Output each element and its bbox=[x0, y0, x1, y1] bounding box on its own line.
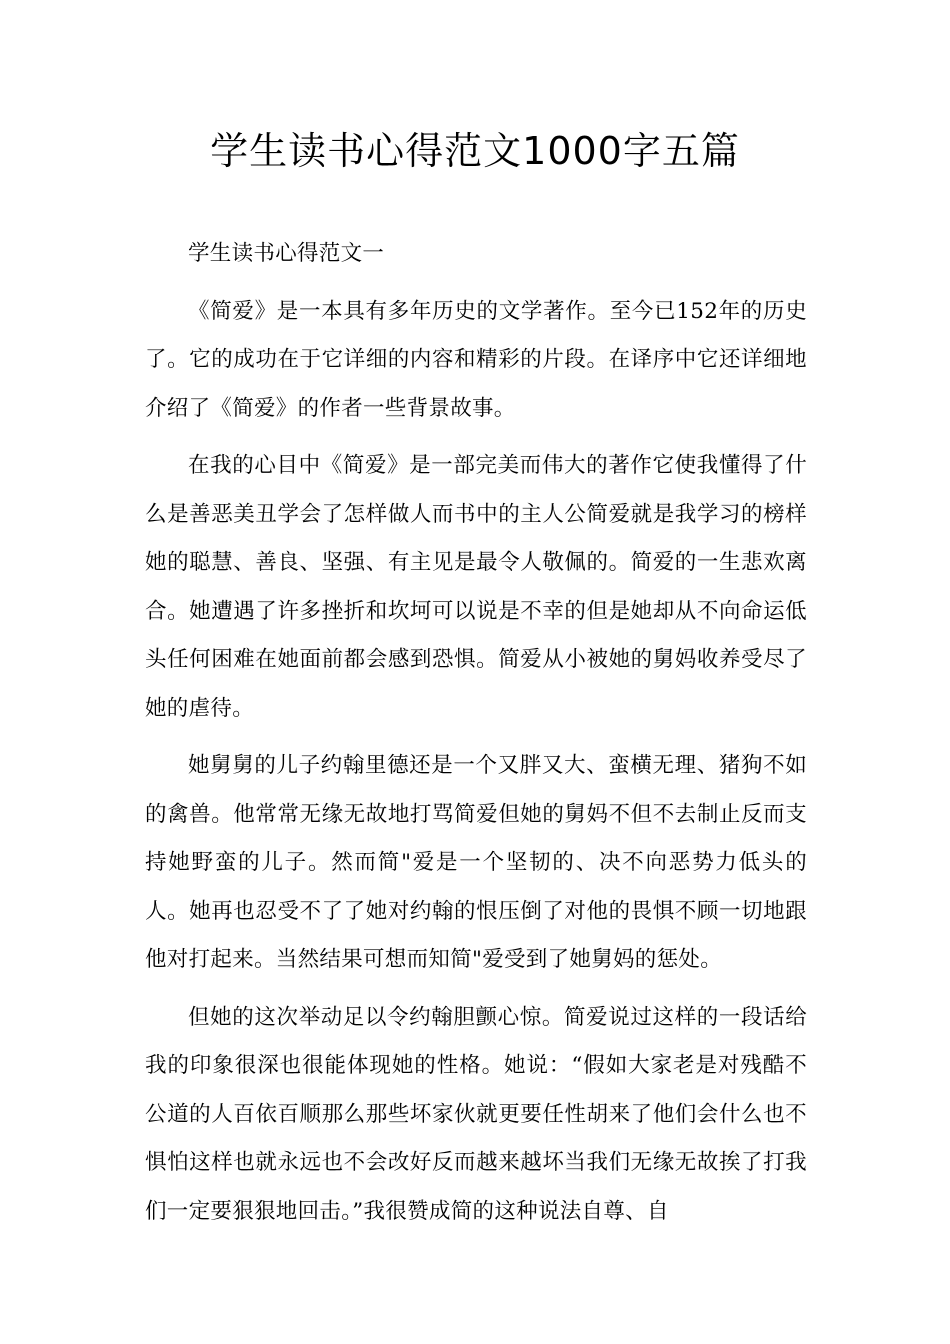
section-heading: 学生读书心得范文一 bbox=[188, 241, 385, 266]
paragraph-2: 在我的心目中《简爱》是一部完美而伟大的著作它使我懂得了什么是善恶美丑学会了怎样做人而书中的主人公简爱就是我学习的榜样她的聪慧、善良、坚强、有主见是最令人敬佩的。简爱的一生悲欢离合。她遭遇了许多挫折和坎坷可以说是不幸的但是她却从不向命运低头任何困难在她面前都会感到恐惧。简爱从小被她的舅妈收养受尽了她的虐待。 bbox=[145, 453, 807, 721]
paragraph-3: 她舅舅的儿子约翰里德还是一个又胖又大、蛮横无理、猪狗不如的禽兽。他常常无缘无故地打骂简爱但她的舅妈不但不去制止反而支持她野蛮的儿子。然而简"爱是一个坚韧的、决不向恶势力低头的人。她再也忍受不了了她对约翰的恨压倒了对他的畏惧不顾一切地跟他对打起来。当然结果可想而知简"爱受到了她舅妈的惩处。 bbox=[145, 753, 807, 972]
paragraph-4: 但她的这次举动足以令约翰胆颤心惊。简爱说过这样的一段话给我的印象很深也很能体现她的性格。她说：“假如大家老是对残酷不公道的人百依百顺那么那些坏家伙就更要任性胡来了他们会什么也不惧怕这样也就永远也不会改好反而越来越坏当我们无缘无故挨了打我们一定要狠狠地回击。”我很赞成简的这种说法自尊、自 bbox=[145, 1004, 807, 1224]
paragraph-1: 《简爱》是一本具有多年历史的文学著作。至今已152年的历史了。它的成功在于它详细的内容和精彩的片段。在译序中它还详细地介绍了《简爱》的作者一些背景故事。 bbox=[145, 298, 807, 421]
document-title: 学生读书心得范文1000字五篇 bbox=[210, 129, 740, 173]
document-body bbox=[145, 230, 807, 1236]
